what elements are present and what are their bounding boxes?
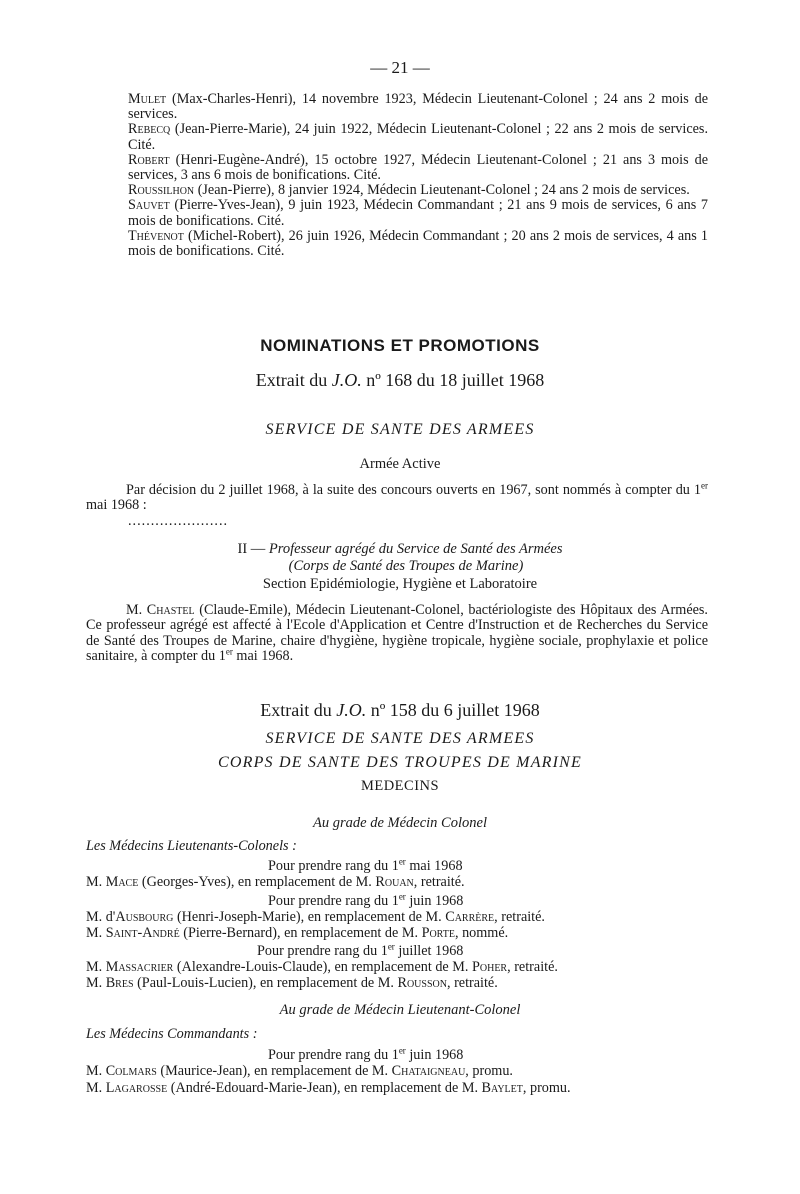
- decision-paragraph: [86, 480, 708, 514]
- medecins-label: MEDECINS: [360, 778, 440, 794]
- nomination-line: [86, 925, 508, 942]
- rang-text: Pour prendre rang du 1: [268, 893, 399, 909]
- nomination-end: , retraité.: [413, 874, 465, 890]
- surname: Saint-André: [105, 925, 180, 941]
- decision-text-end: mai 1968 :: [86, 497, 147, 514]
- nomination-line: [86, 975, 498, 992]
- superscript: er: [701, 480, 708, 491]
- replaced-surname: Chataigneau: [391, 1063, 466, 1079]
- nomination-line: [86, 959, 558, 976]
- superscript: er: [398, 1045, 406, 1056]
- entry-details: (Henri-Eugène-André), 15 octobre 1927, Médecin Lieutenant-Colonel ; 21 ans 3 mois de services, 3 ans 6 mois de bonifications. Cité.: [128, 151, 708, 184]
- nomination-line: [86, 874, 465, 891]
- nomination-end: , promu.: [465, 1063, 513, 1079]
- rang-text: Pour prendre rang du 1: [268, 858, 399, 874]
- grade-heading-colonel: Au grade de Médecin Colonel: [313, 815, 487, 831]
- page-number: — 21 —: [370, 58, 430, 77]
- list-item: [128, 229, 708, 259]
- honorific: M.: [86, 1063, 106, 1079]
- rang-line: [268, 858, 463, 875]
- surname: Roussilhon: [128, 182, 195, 199]
- entry-details: (Jean-Pierre-Marie), 24 juin 1922, Médecin Lieutenant-Colonel ; 22 ans 2 mois de services. Cité.: [128, 121, 708, 153]
- armee-active: Armée Active: [359, 456, 441, 472]
- surname: Massacrier: [105, 959, 174, 975]
- honorific: M.: [126, 602, 147, 618]
- rang-text: Pour prendre rang du 1: [268, 1047, 399, 1063]
- grade-heading-lt-colonel: Au grade de Médecin Lieutenant-Colonel: [279, 1002, 521, 1018]
- ii-title-text: Professeur agrégé du Service de Santé des Armées: [268, 541, 563, 557]
- surname: Ausbourg: [115, 909, 174, 925]
- superscript: er: [225, 646, 233, 657]
- section-heading: NOMINATIONS ET PROMOTIONS: [260, 336, 540, 355]
- chastel-text: (Claude-Emile), Médecin Lieutenant-Colonel, bactériologiste des Hôpitaux des Armées. Ce professeur agrégé est affecté à l'Ecole d'Application et Centre d'Instruction et de Recherches du Service de Santé des Troupes de Marine, chaire d'hygiène, hygiène tropicale, hygiène sociale, prophylaxie et police sanitaire, à compter du 1: [86, 602, 708, 665]
- extrait-number: nº 158 du 6 juillet 1968: [366, 700, 540, 720]
- surname: Robert: [128, 151, 170, 168]
- ellipsis-dots: ......................: [128, 513, 229, 529]
- surname: Sauvet: [128, 197, 170, 214]
- service-title: SERVICE DE SANTE DES ARMEES: [265, 421, 535, 438]
- honorific: M.: [86, 925, 106, 941]
- honorific: M.: [86, 874, 106, 890]
- replaced-surname: Rousson: [397, 975, 447, 991]
- rang-date: juillet 1968: [394, 943, 464, 959]
- nomination-line: [86, 909, 545, 926]
- service-title-2: SERVICE DE SANTE DES ARMEES: [265, 730, 535, 747]
- nomination-end: , nommé.: [454, 925, 509, 941]
- decision-text: Par décision du 2 juillet 1968, à la suite des concours ouverts en 1967, sont nommés à compter du 1: [126, 482, 701, 498]
- nomination-line: [86, 1063, 513, 1080]
- group-label-lt-colonels: Les Médecins Lieutenants-Colonels :: [86, 838, 297, 854]
- section-label: Section Epidémiologie, Hygiène et Laboratoire: [262, 576, 538, 592]
- journal-abbrev: J.O.: [336, 700, 367, 720]
- nomination-end: , retraité.: [446, 975, 498, 991]
- honorific: M. d': [86, 909, 116, 925]
- list-item: [128, 198, 708, 228]
- rang-line: [257, 943, 463, 960]
- extrait-number: nº 168 du 18 juillet 1968: [361, 370, 545, 390]
- entry-details: (Michel-Robert), 26 juin 1926, Médecin Commandant ; 20 ans 2 mois de services, 4 ans 1 mois de bonifications. Cité.: [128, 227, 708, 260]
- nomination-text: (Henri-Joseph-Marie), en remplacement de M.: [173, 909, 446, 925]
- honorific: M.: [86, 959, 106, 975]
- retirement-list: [128, 92, 708, 259]
- surname: Bres: [105, 975, 134, 991]
- group-label-commandants: Les Médecins Commandants :: [86, 1026, 258, 1042]
- nomination-line: [86, 1080, 571, 1097]
- rang-date: mai 1968: [405, 858, 463, 874]
- list-item: [128, 92, 708, 122]
- surname: Thévenot: [128, 227, 184, 244]
- rang-date: juin 1968: [405, 1047, 464, 1063]
- list-item: [128, 153, 708, 183]
- surname: Colmars: [105, 1063, 157, 1079]
- chastel-paragraph: [86, 603, 708, 665]
- rang-line: [268, 1047, 463, 1064]
- surname: Lagarosse: [105, 1080, 168, 1096]
- nomination-text: (André-Edouard-Marie-Jean), en remplacement de M.: [167, 1080, 482, 1096]
- superscript: er: [398, 891, 406, 902]
- replaced-surname: Porte: [421, 925, 455, 941]
- surname: Rebecq: [128, 121, 171, 138]
- replaced-surname: Carrère: [445, 909, 495, 925]
- honorific: M.: [86, 975, 106, 991]
- nomination-end: , retraité.: [507, 959, 558, 975]
- list-item: [128, 183, 708, 198]
- ii-title: [0, 541, 800, 558]
- nomination-text: (Maurice-Jean), en remplacement de M.: [156, 1063, 392, 1079]
- entry-details: (Max-Charles-Henri), 14 novembre 1923, Médecin Lieutenant-Colonel ; 24 ans 2 mois de services.: [128, 91, 708, 123]
- corps-title: CORPS DE SANTE DES TROUPES DE MARINE: [217, 754, 583, 771]
- extrait-title-168: [0, 370, 800, 391]
- surname: Mace: [105, 874, 139, 890]
- nomination-end: , promu.: [522, 1080, 571, 1096]
- extrait-prefix: Extrait du: [260, 700, 337, 720]
- surname: Mulet: [128, 91, 167, 107]
- ii-subtitle: (Corps de Santé des Troupes de Marine): [288, 558, 524, 574]
- entry-details: (Pierre-Yves-Jean), 9 juin 1923, Médecin Commandant ; 21 ans 9 mois de services, 6 ans 7 mois de bonifications. Cité.: [128, 197, 708, 229]
- replaced-surname: Poher: [471, 959, 508, 975]
- superscript: er: [398, 856, 406, 867]
- superscript: er: [387, 941, 395, 952]
- extrait-prefix: Extrait du: [255, 370, 332, 390]
- replaced-surname: Rouan: [375, 874, 414, 890]
- surname: Chastel: [146, 602, 195, 618]
- chastel-text-end: mai 1968.: [232, 648, 294, 665]
- nomination-text: (Paul-Louis-Lucien), en remplacement de M.: [133, 975, 398, 991]
- rang-date: juin 1968: [405, 893, 464, 909]
- rang-line: [268, 893, 463, 910]
- nomination-text: (Georges-Yves), en remplacement de M.: [138, 874, 376, 890]
- nomination-text: (Alexandre-Louis-Claude), en remplacement de M.: [173, 959, 472, 975]
- journal-abbrev: J.O.: [331, 370, 362, 390]
- entry-details: (Jean-Pierre), 8 janvier 1924, Médecin Lieutenant-Colonel ; 24 ans 2 mois de services.: [194, 182, 690, 199]
- ii-prefix: II —: [237, 541, 269, 557]
- replaced-surname: Baylet: [481, 1080, 523, 1096]
- rang-text: Pour prendre rang du 1: [257, 943, 388, 959]
- honorific: M.: [86, 1080, 106, 1096]
- extrait-title-158: [0, 700, 800, 721]
- list-item: [128, 122, 708, 152]
- nomination-text: (Pierre-Bernard), en remplacement de M.: [179, 925, 422, 941]
- nomination-end: , retraité.: [494, 909, 545, 925]
